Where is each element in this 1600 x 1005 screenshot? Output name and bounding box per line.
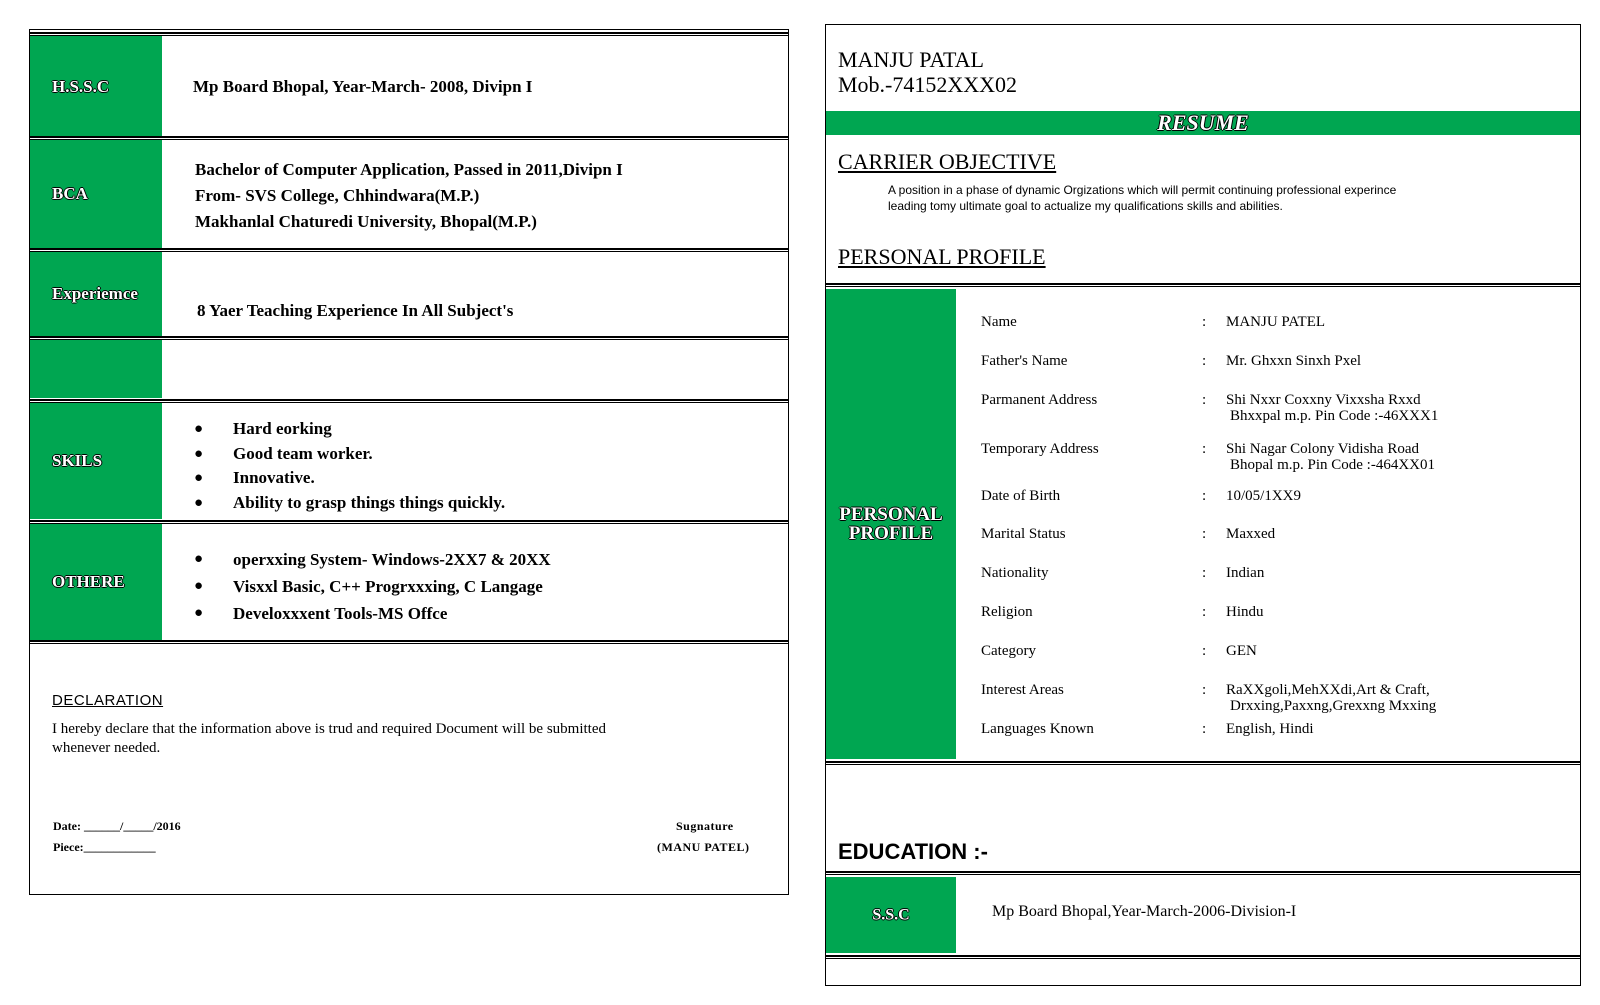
profile-field-label: Nationality bbox=[981, 565, 1049, 581]
profile-field-value bbox=[1226, 488, 1526, 504]
profile-value-line: Indian bbox=[1226, 565, 1265, 581]
profile-field-label: Father's Name bbox=[981, 353, 1068, 369]
declaration-title: DECLARATION bbox=[52, 692, 164, 709]
experience-label: Experiemce bbox=[52, 284, 138, 303]
profile-value-line: Maxxed bbox=[1226, 526, 1276, 542]
hssc-section bbox=[30, 36, 788, 138]
profile-field-value bbox=[1226, 392, 1526, 424]
profile-colon: : bbox=[1202, 314, 1207, 330]
profile-value-line: English, Hindi bbox=[1226, 721, 1314, 737]
profile-field-label: Category bbox=[981, 643, 1036, 659]
bca-section bbox=[30, 140, 788, 248]
profile-field-value bbox=[1226, 604, 1526, 620]
header bbox=[838, 47, 1017, 97]
blank-label-cell bbox=[30, 340, 162, 398]
resume-banner-text: RESUME bbox=[1157, 110, 1249, 135]
hssc-text: Mp Board Bhopal, Year-March- 2008, Divipn I bbox=[193, 77, 533, 96]
ssc-text: Mp Board Bhopal,Year-March-2006-Division-I bbox=[992, 903, 1297, 920]
list-item: ● Innovative. bbox=[194, 466, 505, 491]
list-item: ● Ability to grasp things things quickly. bbox=[194, 491, 505, 516]
profile-colon: : bbox=[1202, 565, 1207, 581]
profile-value-line: 10/05/1XX9 bbox=[1226, 488, 1301, 504]
blank-section bbox=[30, 340, 788, 398]
experience-label-cell bbox=[30, 252, 162, 336]
other-label-cell bbox=[30, 524, 162, 640]
resume-banner bbox=[826, 111, 1580, 135]
profile-field-label: Temporary Address bbox=[981, 441, 1099, 457]
signature-name: (MANU PATEL) bbox=[657, 840, 750, 854]
divider bbox=[30, 640, 788, 644]
profile-side-label bbox=[826, 505, 956, 543]
list-item: ● Visxxl Basic, C++ Progrxxxing, C Langage bbox=[194, 573, 551, 600]
skills-list bbox=[194, 417, 505, 515]
bca-line: Makhanlal Chaturedi University, Bhopal(M.P.) bbox=[195, 212, 537, 231]
profile-colon: : bbox=[1202, 604, 1207, 620]
ssc-label: S.S.C bbox=[872, 906, 910, 924]
bca-details bbox=[195, 157, 623, 235]
profile-field-value bbox=[1226, 682, 1526, 714]
bca-label: BCA bbox=[52, 184, 88, 203]
other-label: OTHERE bbox=[52, 572, 125, 591]
profile-value-line: Drxxing,Paxxng,Grexxng Mxxing bbox=[1230, 698, 1437, 714]
profile-side-label-line: PROFILE bbox=[848, 523, 934, 544]
list-item: ● Good team worker. bbox=[194, 442, 505, 467]
profile-field-label: Name bbox=[981, 314, 1017, 330]
resume-page-2 bbox=[29, 29, 789, 895]
profile-colon: : bbox=[1202, 721, 1207, 737]
profile-field-value bbox=[1226, 353, 1526, 369]
profile-value-line: Shi Nagar Colony Vidisha Road bbox=[1226, 441, 1419, 457]
divider bbox=[826, 955, 1580, 959]
list-item: ● operxxing System- Windows-2XX7 & 20XX bbox=[194, 546, 551, 573]
bca-label-cell bbox=[30, 140, 162, 248]
profile-side-label-line: PERSONAL bbox=[839, 504, 943, 525]
profile-field-value bbox=[1226, 314, 1526, 330]
profile-field-value bbox=[1226, 526, 1526, 542]
ssc-label-cell bbox=[826, 877, 956, 953]
profile-colon: : bbox=[1202, 643, 1207, 659]
list-item: ● Hard eorking bbox=[194, 417, 505, 442]
education-title: EDUCATION :- bbox=[838, 839, 988, 864]
profile-value-line: Bhopal m.p. Pin Code :-464XX01 bbox=[1230, 457, 1435, 473]
profile-value-line: MANJU PATEL bbox=[1226, 314, 1326, 330]
divider bbox=[826, 871, 1580, 875]
profile-title: PERSONAL PROFILE bbox=[838, 244, 1046, 269]
resume-page-1 bbox=[825, 24, 1581, 986]
profile-field-label: Languages Known bbox=[981, 721, 1094, 737]
profile-label-cell bbox=[826, 289, 956, 759]
objective-title: CARRIER OBJECTIVE bbox=[838, 149, 1057, 174]
ssc-section bbox=[826, 871, 1580, 959]
profile-value-line: RaXXgoli,MehXXdi,Art & Craft, bbox=[1226, 682, 1430, 698]
profile-colon: : bbox=[1202, 353, 1207, 369]
signature-label: Sugnature bbox=[676, 819, 734, 833]
list-item: ● Develoxxxent Tools-MS Offce bbox=[194, 600, 551, 627]
profile-colon: : bbox=[1202, 441, 1207, 457]
profile-colon: : bbox=[1202, 488, 1207, 504]
profile-field-label: Marital Status bbox=[981, 526, 1066, 542]
profile-colon: : bbox=[1202, 392, 1207, 408]
other-list bbox=[194, 546, 551, 627]
mobile-number: Mob.-74152XXX02 bbox=[838, 72, 1018, 97]
skills-label-cell bbox=[30, 403, 162, 519]
profile-field-value bbox=[1226, 643, 1526, 659]
hssc-label-cell bbox=[30, 36, 162, 138]
candidate-name: MANJU PATAL bbox=[838, 47, 984, 72]
profile-field-label: Interest Areas bbox=[981, 682, 1064, 698]
profile-field-value bbox=[1226, 721, 1526, 737]
profile-field-label: Religion bbox=[981, 604, 1033, 620]
divider bbox=[826, 761, 1580, 765]
bca-line: From- SVS College, Chhindwara(M.P.) bbox=[195, 186, 480, 205]
personal-profile-section bbox=[826, 283, 1580, 765]
profile-colon: : bbox=[1202, 682, 1207, 698]
profile-value-line: Hindu bbox=[1226, 604, 1264, 620]
profile-field-label: Date of Birth bbox=[981, 488, 1061, 504]
other-section bbox=[30, 524, 788, 640]
divider bbox=[826, 283, 1580, 287]
date-field: Date: ______/_____/2016 bbox=[53, 819, 181, 833]
experience-section bbox=[30, 252, 788, 336]
bca-line: Bachelor of Computer Application, Passed in 2011,Divipn I bbox=[195, 160, 623, 179]
hssc-label: H.S.S.C bbox=[52, 77, 110, 96]
profile-colon: : bbox=[1202, 526, 1207, 542]
profile-value-line: Mr. Ghxxn Sinxh Pxel bbox=[1226, 353, 1362, 369]
skills-section bbox=[30, 403, 788, 519]
profile-value-line: GEN bbox=[1226, 643, 1257, 659]
profile-field-value bbox=[1226, 565, 1526, 581]
objective-text: A position in a phase of dynamic Orgizations which will permit continuing professional experince leading tomy ultimate goal to actualize my qualifications skills and abilities. bbox=[888, 183, 1397, 213]
profile-value-line: Shi Nxxr Coxxny Vixxsha Rxxd bbox=[1226, 392, 1421, 408]
profile-field-value bbox=[1226, 441, 1526, 473]
experience-text: 8 Yaer Teaching Experience In All Subject's bbox=[197, 301, 514, 320]
profile-value-line: Bhxxpal m.p. Pin Code :-46XXX1 bbox=[1230, 408, 1439, 424]
place-field: Piece:____________ bbox=[53, 840, 156, 854]
declaration-text: I hereby declare that the information above is trud and required Document will be submitted whenever needed. bbox=[52, 721, 606, 756]
profile-field-label: Parmanent Address bbox=[981, 392, 1098, 408]
skills-label: SKILS bbox=[52, 451, 103, 470]
